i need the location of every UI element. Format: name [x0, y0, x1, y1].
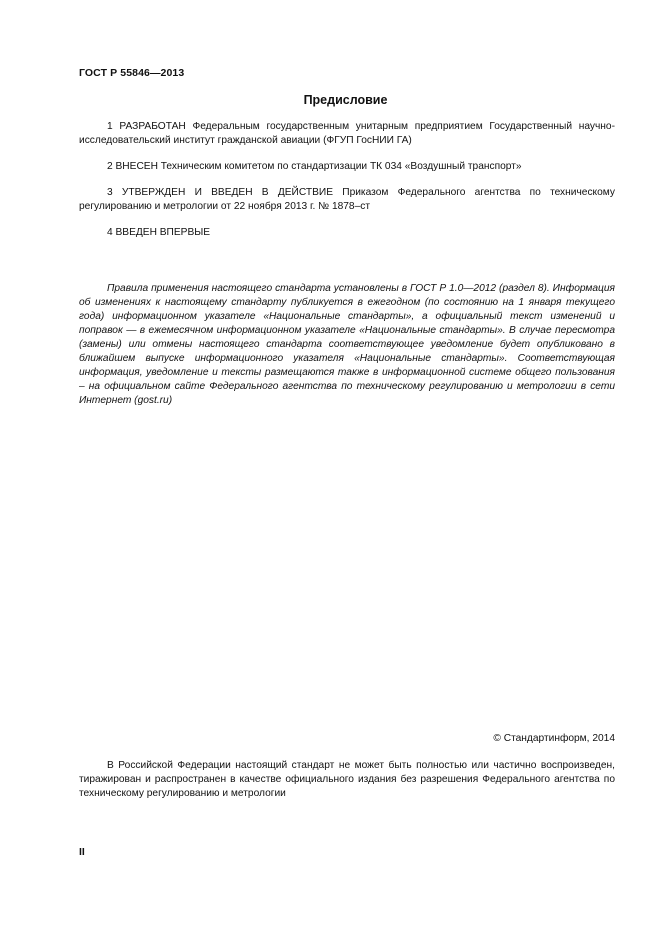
application-rules-notice: Правила применения настоящего стандарта установлены в ГОСТ Р 1.0—2012 (раздел 8). Информация об изменениях к настоящему стандарту публикуется в ежегодном (по состоянию на 1 января текущего года) информационном указателе «Национальные стандарты», а официальный текст изменений и поправок — в ежемесячном информационном указателе «Национальные стандарты». В случае пересмотра (замены) или отмены настоящего стандарта соответствующее уведомление будет опубликовано в ближайшем выпуске информационного указателя «Национальные стандарты». Соответствующая информация, уведомление и тексты размещаются также в информационной системе общего пользования – на официальном сайте Федерального агентства по техническому регулированию и метрологии в сети Интернет (gost.ru) — [79, 283, 615, 406]
reproduction-rights-notice: В Российской Федерации настоящий стандарт не может быть полностью или частично воспроизведен, тиражирован и распространен в качестве официального издания без разрешения Федерального агентства по техническому регулированию и метрологии — [79, 760, 615, 799]
preface-item-submitted: 2 ВНЕСЕН Техническим комитетом по стандартизации ТК 034 «Воздушный транспорт» — [107, 161, 522, 172]
page-number: II — [79, 846, 85, 858]
preface-item-approved: 3 УТВЕРЖДЕН И ВВЕДЕН В ДЕЙСТВИЕ Приказом Федерального агентства по техническому регулированию и метрологии от 22 ноября 2013 г. № 1878–ст — [79, 187, 615, 212]
preface-item-developed: 1 РАЗРАБОТАН Федеральным государственным унитарным предприятием Государственный научно-исследовательский институт гражданской авиации (ФГУП ГосНИИ ГА) — [79, 121, 615, 146]
document-code: ГОСТ Р 55846—2013 — [79, 67, 185, 79]
preface-item-introduced: 4 ВВЕДЕН ВПЕРВЫЕ — [107, 227, 211, 238]
copyright-line: © Стандартинформ, 2014 — [493, 733, 615, 744]
page-title: Предисловие — [303, 93, 388, 107]
